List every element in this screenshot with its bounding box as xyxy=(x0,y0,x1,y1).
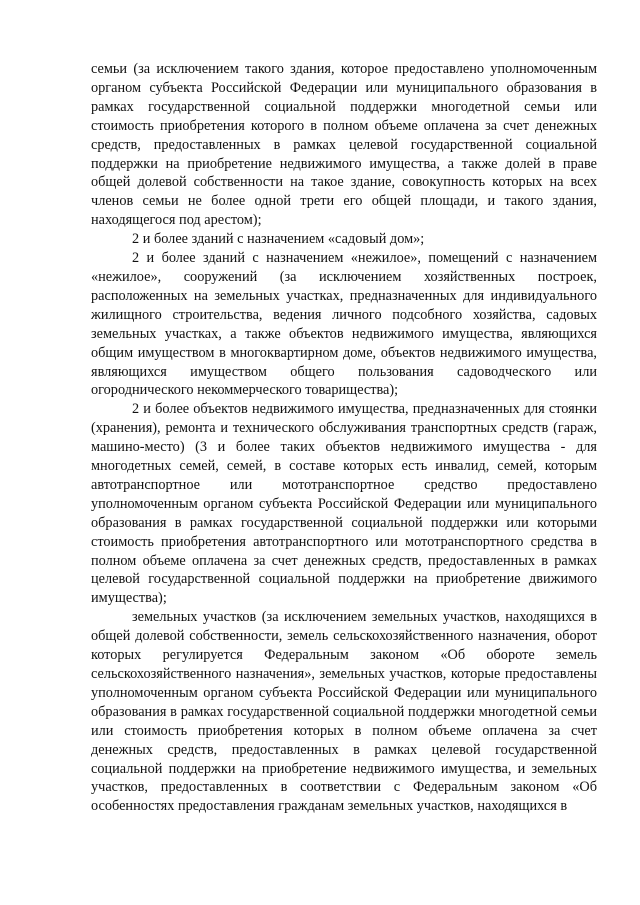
paragraph-4: 2 и более объектов недвижимого имущества, предназначенных для стоянки (хранения), ремонта и технического обслуживания транспортных средств (гараж, машино-место) (3 и более таких объектов недвижимого имущества - для многодетных семей, семей, в составе которых есть инвалид, семей, которым автотранспортное или мототранспортное средство предоставлено уполномоченным органом субъекта Российской Федерации или муниципального образования в рамках государственной социальной поддержки или которыми стоимость приобретения автотранспортного или мототранспортного средства в полном объеме оплачена за счет денежных средств, предоставленных в рамках целевой государственной социальной поддержки на приобретение движимого имущества); xyxy=(91,401,597,607)
paragraph-2: 2 и более зданий с назначением «садовый дом»; xyxy=(132,231,425,248)
paragraph-5: земельных участков (за исключением земельных участков, находящихся в общей долевой собственности, земель сельскохозяйственного назначения, оборот которых регулируется Федеральным законом «Об обороте земель сельскохозяйственного назначения», земельных участков, которые предоставлены уполномоченным органом субъекта Российской Федерации или муниципального образования в рамках государственной социальной поддержки многодетной семьи или стоимость приобретения которых в полном объеме оплачена за счет денежных средств, предоставленных в рамках целевой государственной социальной поддержки на приобретение недвижимого имущества, и земельных участков, предоставленных в соответствии с Федеральным законом «Об особенностях предоставления гражданам земельных участков, находящихся в xyxy=(91,609,597,815)
paragraph-1: семьи (за исключением такого здания, которое предоставлено уполномоченным органом субъекта Российской Федерации или муниципального образования в рамках государственной социальной поддержки многодетной семьи или стоимость приобретения которого в полном объеме оплачена за счет денежных средств, предоставленных в рамках целевой государственной социальной поддержки на приобретение недвижимого имущества, а также долей в праве общей долевой собственности на такое здание, совокупность которых на всех членов семьи не более одной трети его общей площади, и такого здания, находящегося под арестом); xyxy=(91,61,597,229)
document-page xyxy=(91,60,597,816)
paragraph-3: 2 и более зданий с назначением «нежилое», помещений с назначением «нежилое», сооружений (за исключением хозяйственных построек, расположенных на земельных участках, предназначенных для индивидуального жилищного строительства, ведения личного подсобного хозяйства, садовых земельных участках, а также объектов недвижимого имущества, являющихся общим имуществом в многоквартирном доме, объектов недвижимого имущества, являющихся имуществом общего пользования садоводческого или огороднического некоммерческого товарищества); xyxy=(91,250,597,399)
